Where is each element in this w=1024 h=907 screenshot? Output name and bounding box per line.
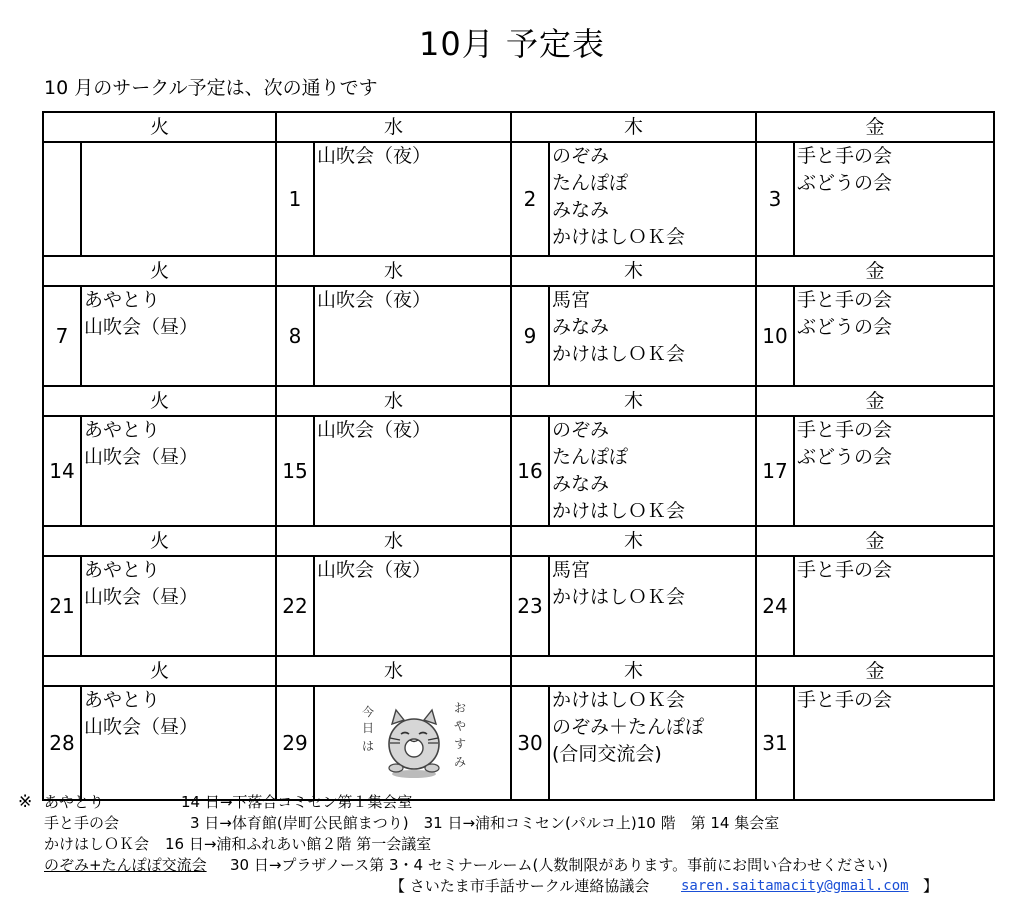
holiday-text-char: お [453, 701, 466, 715]
day-number: 29 [276, 686, 314, 800]
day-events-cell [549, 286, 756, 386]
note-name: のぞみ+たんぽぽ交流会 [44, 856, 207, 874]
day-events-cell [549, 686, 756, 800]
note-row [18, 792, 1008, 813]
event-item: たんぽぽ [552, 446, 629, 468]
event-item: かけはしＯＫ会 [552, 226, 686, 248]
event-item: ぶどうの会 [797, 172, 893, 194]
event-item: かけはしＯＫ会 [552, 343, 686, 365]
note-mark: ※ [18, 792, 33, 812]
event-item: ぶどうの会 [797, 316, 893, 338]
day-number: 24 [756, 556, 794, 656]
event-item: 山吹会（夜） [317, 419, 432, 441]
weekday-header: 火 [43, 386, 276, 416]
event-item: 山吹会（昼） [84, 446, 199, 468]
calendar-table [42, 111, 995, 801]
day-number: 17 [756, 416, 794, 526]
day-events-cell [549, 142, 756, 256]
event-item: あやとり [84, 419, 161, 441]
note-name: あやとり [44, 793, 105, 811]
day-events-cell [794, 286, 994, 386]
day-events-cell [794, 556, 994, 656]
event-item: 山吹会（昼） [84, 586, 199, 608]
weekday-header: 金 [756, 112, 994, 142]
day-number: 7 [43, 286, 81, 386]
day-events-cell [314, 142, 511, 256]
day-number: 8 [276, 286, 314, 386]
week-row [43, 286, 994, 386]
day-events-cell [549, 416, 756, 526]
day-number: 16 [511, 416, 549, 526]
day-number: 21 [43, 556, 81, 656]
day-number: 28 [43, 686, 81, 800]
event-item: 馬宮 [552, 289, 591, 311]
weekday-header: 金 [756, 256, 994, 286]
event-item: 馬宮 [552, 559, 591, 581]
day-events-cell [314, 556, 511, 656]
day-events-cell [794, 686, 994, 800]
day-events-cell [81, 142, 276, 256]
event-item: みなみ [552, 316, 610, 338]
day-events-cell [81, 556, 276, 656]
holiday-text-char: す [453, 737, 466, 751]
weekday-header-row [43, 386, 994, 416]
weekday-header: 金 [756, 386, 994, 416]
weekday-header: 木 [511, 656, 756, 686]
event-item: ぶどうの会 [797, 446, 893, 468]
footer-org: 【 さいたま市手話サークル連絡協議会 [390, 877, 650, 895]
footer-email-link[interactable]: saren.saitamacity@gmail.com [681, 878, 909, 894]
note-row [18, 855, 1008, 876]
event-item: のぞみ [552, 419, 610, 441]
event-item: (合同交流会) [552, 743, 662, 765]
holiday-text-char: み [453, 755, 466, 769]
weekday-header: 木 [511, 526, 756, 556]
day-events-cell [81, 686, 276, 800]
event-item: 山吹会（昼） [84, 716, 199, 738]
week-row [43, 686, 994, 800]
note-row [18, 834, 1008, 855]
day-events-cell [314, 686, 511, 800]
event-item: かけはしＯＫ会 [552, 689, 686, 711]
day-number: 3 [756, 142, 794, 256]
note-detail: 3 日→体育館(岸町公民館まつり) 31 日→浦和コミセン(パルコ上)10 階 第 14 集会室 [190, 814, 780, 832]
page-title: 10月 予定表 [419, 25, 605, 63]
day-events-cell [81, 416, 276, 526]
weekday-header-row [43, 112, 994, 142]
weekday-header: 火 [43, 256, 276, 286]
event-item: 手と手の会 [797, 145, 893, 167]
day-number: 10 [756, 286, 794, 386]
note-detail: 14 日→下落合コミセン第１集会室 [181, 793, 413, 811]
event-item: 手と手の会 [797, 689, 893, 711]
note-name: 手と手の会 [44, 814, 120, 832]
holiday-text-char: や [453, 719, 466, 733]
event-item: 山吹会（夜） [317, 559, 432, 581]
event-item: 手と手の会 [797, 419, 893, 441]
note-detail: 16 日→浦和ふれあい館２階 第一会議室 [165, 835, 432, 853]
weekday-header-row [43, 526, 994, 556]
footer-close-bracket: 】 [923, 877, 939, 895]
holiday-illustration [317, 687, 510, 799]
notes-section [18, 792, 1008, 897]
holiday-text-char: 日 [361, 721, 374, 735]
event-item: あやとり [84, 289, 161, 311]
day-events-cell [794, 142, 994, 256]
note-row [18, 813, 1008, 834]
event-item: のぞみ [552, 145, 610, 167]
weekday-header-row [43, 256, 994, 286]
day-events-cell [794, 416, 994, 526]
note-detail: 30 日→プラザノース第 3・4 セミナールーム(人数制限があります。事前にお問い合わせください) [230, 856, 889, 874]
weekday-header: 水 [276, 386, 511, 416]
weekday-header: 火 [43, 656, 276, 686]
day-number: 2 [511, 142, 549, 256]
event-item: かけはしＯＫ会 [552, 586, 686, 608]
day-events-cell [314, 416, 511, 526]
event-item: みなみ [552, 473, 610, 495]
weekday-header: 水 [276, 256, 511, 286]
event-item: みなみ [552, 199, 610, 221]
day-events-cell [81, 286, 276, 386]
weekday-header: 木 [511, 256, 756, 286]
day-number [43, 142, 81, 256]
event-item: 山吹会（夜） [317, 145, 432, 167]
event-item: 手と手の会 [797, 559, 893, 581]
weekday-header: 水 [276, 112, 511, 142]
day-number: 1 [276, 142, 314, 256]
weekday-header: 木 [511, 386, 756, 416]
day-number: 30 [511, 686, 549, 800]
event-item: あやとり [84, 689, 161, 711]
day-events-cell [314, 286, 511, 386]
weekday-header: 金 [756, 526, 994, 556]
weekday-header: 火 [43, 526, 276, 556]
weekday-header: 水 [276, 526, 511, 556]
week-row [43, 142, 994, 256]
weekday-header-row [43, 656, 994, 686]
day-number: 14 [43, 416, 81, 526]
weekday-header: 火 [43, 112, 276, 142]
week-row [43, 416, 994, 526]
week-row [43, 556, 994, 656]
day-number: 31 [756, 686, 794, 800]
footer-row [18, 876, 1008, 897]
day-number: 23 [511, 556, 549, 656]
event-item: 山吹会（夜） [317, 289, 432, 311]
weekday-header: 木 [511, 112, 756, 142]
day-events-cell [549, 556, 756, 656]
day-number: 22 [276, 556, 314, 656]
event-item: のぞみ＋たんぽぽ [552, 716, 705, 738]
event-item: たんぽぽ [552, 172, 629, 194]
weekday-header: 水 [276, 656, 511, 686]
day-number: 9 [511, 286, 549, 386]
event-item: 手と手の会 [797, 289, 893, 311]
event-item: あやとり [84, 559, 161, 581]
weekday-header: 金 [756, 656, 994, 686]
note-name: かけはしＯＫ会 [44, 835, 150, 853]
page-subtitle: 10 月のサークル予定は、次の通りです [44, 77, 378, 99]
holiday-text-char: 今 [361, 705, 374, 719]
day-number: 15 [276, 416, 314, 526]
donut-cat-icon [354, 698, 474, 788]
holiday-text-char: は [361, 739, 374, 753]
event-item: 山吹会（昼） [84, 316, 199, 338]
event-item: かけはしＯＫ会 [552, 500, 686, 522]
